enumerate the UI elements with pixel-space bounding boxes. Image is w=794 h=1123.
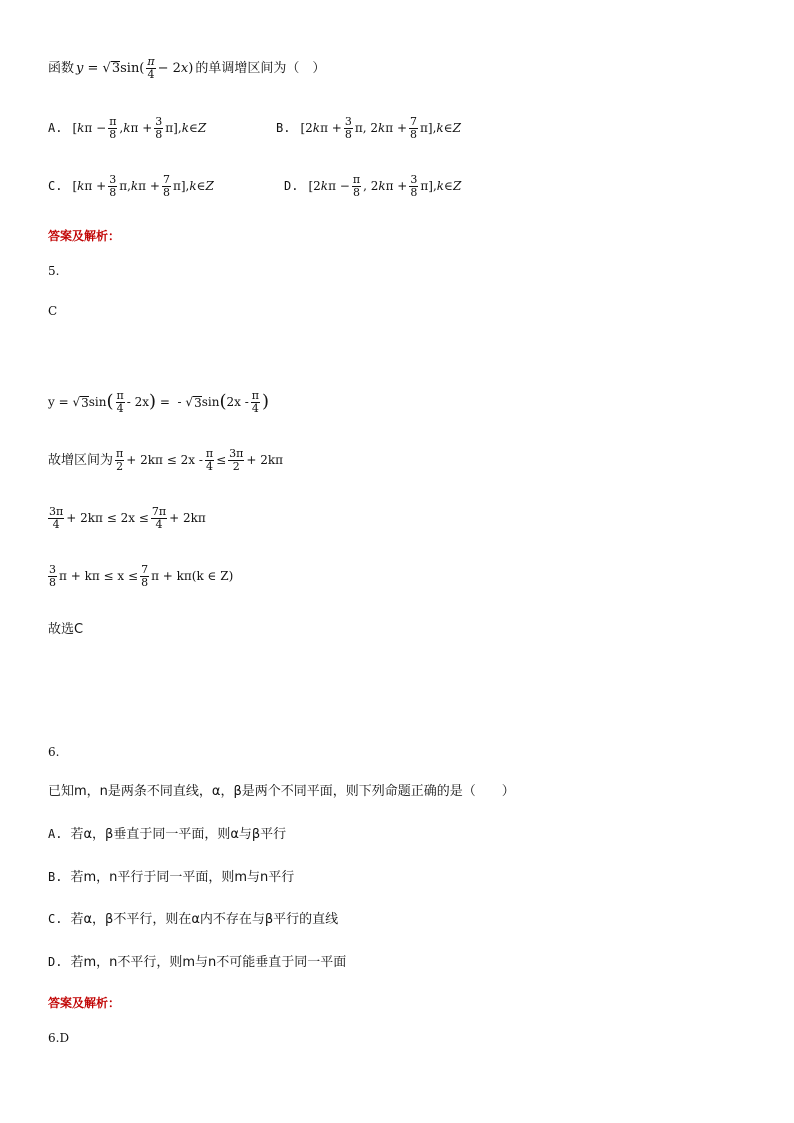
q5-option-a-label: A. xyxy=(48,121,63,136)
q6-option-a: A. 若α，β垂直于同一平面，则α与β平行 xyxy=(48,827,287,842)
q5-stem-prefix: 函数 xyxy=(48,60,75,76)
q6-option-b-text: 若m，n平行于同一平面，则m与n平行 xyxy=(70,870,295,885)
q5-number: 5. xyxy=(48,264,60,278)
q5-option-d-label: D. xyxy=(284,179,299,194)
q6-number: 6. xyxy=(48,745,60,759)
q5-step-3: $\frac{3\pi}{4}$ + 2kπ ≤ 2x ≤ $\frac{7\pi}{4}$ + 2kπ xyxy=(49,505,206,531)
q6-option-b: B. 若m，n平行于同一平面，则m与n平行 xyxy=(48,870,295,885)
q6-stem: 已知m，n是两条不同直线，α，β是两个不同平面，则下列命题正确的是（ ） xyxy=(48,784,515,799)
q5-option-d: D. [2 k π − $\frac{\pi}{8}$ , 2 k π + $\frac{3}{8}$ π], k ∈ Z xyxy=(284,173,462,199)
q5-step-1: y = √ 3 sin ( $\frac{\pi}{4}$ - 2x ) = - √ 3 sin ( 2x - $\frac{\pi}{4}$ ) xyxy=(48,389,270,415)
q5-option-b: B. [2 k π + $\frac{3}{8}$ π, 2 k π + $\frac{7}{8}$ π], k ∈ Z xyxy=(276,115,461,141)
q5-option-c-label: C. xyxy=(48,179,63,194)
q5-conclusion: 故选C xyxy=(48,622,84,637)
q5-stem-suffix: 的单调增区间为（ ） xyxy=(195,60,326,76)
q6-answer-heading: 答案及解析： xyxy=(48,996,121,1010)
q5-step-4: $\frac{3}{8}$ π + kπ ≤ x ≤ $\frac{7}{8}$ π + kπ(k ∈ Z) xyxy=(49,563,234,589)
q6-option-a-text: 若α，β垂直于同一平面，则α与β平行 xyxy=(70,827,287,842)
q5-answer: C xyxy=(48,304,58,318)
q5-option-c: C. [ k π + $\frac{3}{8}$ π, k π + $\frac{7}{8}$ π], k ∈ Z xyxy=(48,173,214,199)
q6-option-d: D. 若m，n不平行，则m与n不可能垂直于同一平面 xyxy=(48,955,347,970)
q6-option-c-text: 若α，β不平行，则在α内不存在与β平行的直线 xyxy=(70,912,339,927)
q5-step-2: 故增区间为 $\frac{\pi}{2}$ + 2kπ ≤ 2x - $\frac{\pi}{4}$ ≤ $\frac{3\pi}{2}$ + 2kπ xyxy=(48,447,284,473)
q6-option-c: C. 若α，β不平行，则在α内不存在与β平行的直线 xyxy=(48,912,339,927)
q5-option-a: A. [ k π − $\frac{\pi}{8}$ , k π + $\frac{3}{8}$ π], k ∈ Z xyxy=(48,115,207,141)
q5-stem: 函数 y = √ 3 sin( $\frac{\pi}{4}$ − 2 x ) 的单调增区间为（ ） xyxy=(48,55,326,81)
q5-answer-heading: 答案及解析： xyxy=(48,229,121,243)
q6-answer: 6.D xyxy=(48,1031,70,1045)
q6-option-d-text: 若m，n不平行，则m与n不可能垂直于同一平面 xyxy=(70,955,347,970)
q5-option-b-label: B. xyxy=(276,121,291,136)
